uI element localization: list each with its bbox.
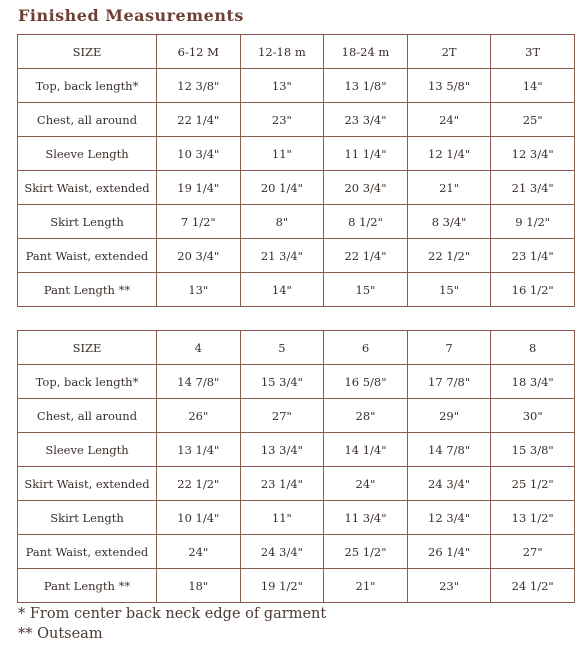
measurement-cell: 26 1/4" [407, 535, 491, 569]
measurement-cell: 8 3/4" [407, 205, 491, 239]
table-header-row [18, 35, 575, 69]
measurement-cell: 13 5/8" [407, 69, 491, 103]
measurement-cell: 13 1/4" [157, 433, 241, 467]
table-row [18, 171, 575, 205]
measurement-cell: 30" [491, 399, 575, 433]
measurement-cell: 22 1/2" [157, 467, 241, 501]
page-title: Finished Measurements [18, 6, 244, 25]
table-row [18, 365, 575, 399]
measurement-cell: 8 1/2" [324, 205, 408, 239]
row-label-cell: Pant Length ** [18, 273, 157, 307]
measurement-cell: 18-24 m [324, 35, 408, 69]
measurement-cell: 25" [491, 103, 575, 137]
measurement-cell: 23 1/4" [491, 239, 575, 273]
footnotes [18, 604, 326, 644]
measurement-cell: 21" [407, 171, 491, 205]
measurement-cell: 7 1/2" [157, 205, 241, 239]
measurement-cell: 8 [491, 331, 575, 365]
measurement-cell: 23" [407, 569, 491, 603]
row-label-cell: Skirt Length [18, 501, 157, 535]
measurement-cell: 24 3/4" [407, 467, 491, 501]
measurement-cell: 11" [240, 137, 324, 171]
measurement-cell: 9 1/2" [491, 205, 575, 239]
measurement-cell: 18 3/4" [491, 365, 575, 399]
measurement-cell: 21" [324, 569, 408, 603]
measurement-cell: 15 3/8" [491, 433, 575, 467]
measurement-cell: 23" [240, 103, 324, 137]
measurement-cell: 24" [157, 535, 241, 569]
measurement-cell: 12 3/4" [491, 137, 575, 171]
row-label-cell: Pant Length ** [18, 569, 157, 603]
measurement-cell: 11" [240, 501, 324, 535]
measurement-cell: 14" [240, 273, 324, 307]
measurement-cell: 13" [240, 69, 324, 103]
measurement-cell: 24" [324, 467, 408, 501]
measurement-cell: 11 1/4" [324, 137, 408, 171]
measurement-cell: 24 3/4" [240, 535, 324, 569]
measurement-cell: 20 3/4" [324, 171, 408, 205]
row-label-cell: Chest, all around [18, 399, 157, 433]
measurement-cell: 20 1/4" [240, 171, 324, 205]
row-label-cell: Skirt Waist, extended [18, 467, 157, 501]
table-row [18, 103, 575, 137]
footnote-top-length: * From center back neck edge of garment [18, 606, 327, 622]
measurement-cell: 14" [491, 69, 575, 103]
measurement-cell: 2T [407, 35, 491, 69]
measurement-cell: 3T [491, 35, 575, 69]
row-label-cell: Top, back length* [18, 69, 157, 103]
table-row [18, 205, 575, 239]
measurement-cell: 27" [491, 535, 575, 569]
measurement-cell: 14 1/4" [324, 433, 408, 467]
table-row [18, 569, 575, 603]
measurement-cell: 4 [157, 331, 241, 365]
table-row [18, 239, 575, 273]
measurement-cell: 5 [240, 331, 324, 365]
measurement-cell: 23 1/4" [240, 467, 324, 501]
measurement-cell: 16 5/8" [324, 365, 408, 399]
row-label-cell: SIZE [18, 35, 157, 69]
measurement-cell: 12 1/4" [407, 137, 491, 171]
measurement-cell: 13 3/4" [240, 433, 324, 467]
row-label-cell: SIZE [18, 331, 157, 365]
table-header-row [18, 331, 575, 365]
measurement-cell: 24" [407, 103, 491, 137]
measurement-cell: 25 1/2" [491, 467, 575, 501]
measurement-cell: 22 1/2" [407, 239, 491, 273]
footnote-outseam: ** Outseam [18, 626, 103, 642]
measurement-cell: 21 3/4" [240, 239, 324, 273]
measurement-cell: 12 3/8" [157, 69, 241, 103]
measurement-cell: 15" [407, 273, 491, 307]
measurement-cell: 12 3/4" [407, 501, 491, 535]
measurement-cell: 21 3/4" [491, 171, 575, 205]
table-row [18, 137, 575, 171]
measurement-cell: 22 1/4" [324, 239, 408, 273]
measurement-cell: 27" [240, 399, 324, 433]
measurement-cell: 16 1/2" [491, 273, 575, 307]
measurement-cell: 20 3/4" [157, 239, 241, 273]
measurement-cell: 10 1/4" [157, 501, 241, 535]
measurements-table-1 [17, 34, 575, 307]
row-label-cell: Skirt Waist, extended [18, 171, 157, 205]
measurement-cell: 13 1/8" [324, 69, 408, 103]
table-row [18, 69, 575, 103]
measurement-cell: 6 [324, 331, 408, 365]
row-label-cell: Sleeve Length [18, 433, 157, 467]
measurement-cell: 8" [240, 205, 324, 239]
table-row [18, 433, 575, 467]
measurement-cell: 23 3/4" [324, 103, 408, 137]
row-label-cell: Skirt Length [18, 205, 157, 239]
measurement-cell: 6-12 M [157, 35, 241, 69]
measurement-cell: 15 3/4" [240, 365, 324, 399]
measurement-cell: 12-18 m [240, 35, 324, 69]
measurement-cell: 28" [324, 399, 408, 433]
table-row [18, 501, 575, 535]
measurement-cell: 26" [157, 399, 241, 433]
measurement-cell: 18" [157, 569, 241, 603]
measurement-cell: 14 7/8" [157, 365, 241, 399]
table-row [18, 399, 575, 433]
measurement-cell: 29" [407, 399, 491, 433]
measurement-cell: 22 1/4" [157, 103, 241, 137]
measurement-cell: 13 1/2" [491, 501, 575, 535]
measurement-cell: 11 3/4" [324, 501, 408, 535]
measurement-cell: 25 1/2" [324, 535, 408, 569]
row-label-cell: Chest, all around [18, 103, 157, 137]
table-row [18, 273, 575, 307]
measurement-cell: 19 1/2" [240, 569, 324, 603]
table-row [18, 535, 575, 569]
row-label-cell: Sleeve Length [18, 137, 157, 171]
table-row [18, 467, 575, 501]
measurement-cell: 14 7/8" [407, 433, 491, 467]
row-label-cell: Pant Waist, extended [18, 239, 157, 273]
measurement-cell: 13" [157, 273, 241, 307]
measurement-cell: 7 [407, 331, 491, 365]
measurement-cell: 10 3/4" [157, 137, 241, 171]
measurement-cell: 15" [324, 273, 408, 307]
row-label-cell: Top, back length* [18, 365, 157, 399]
measurement-cell: 17 7/8" [407, 365, 491, 399]
measurement-cell: 24 1/2" [491, 569, 575, 603]
measurements-table-2 [17, 330, 575, 603]
row-label-cell: Pant Waist, extended [18, 535, 157, 569]
measurement-cell: 19 1/4" [157, 171, 241, 205]
